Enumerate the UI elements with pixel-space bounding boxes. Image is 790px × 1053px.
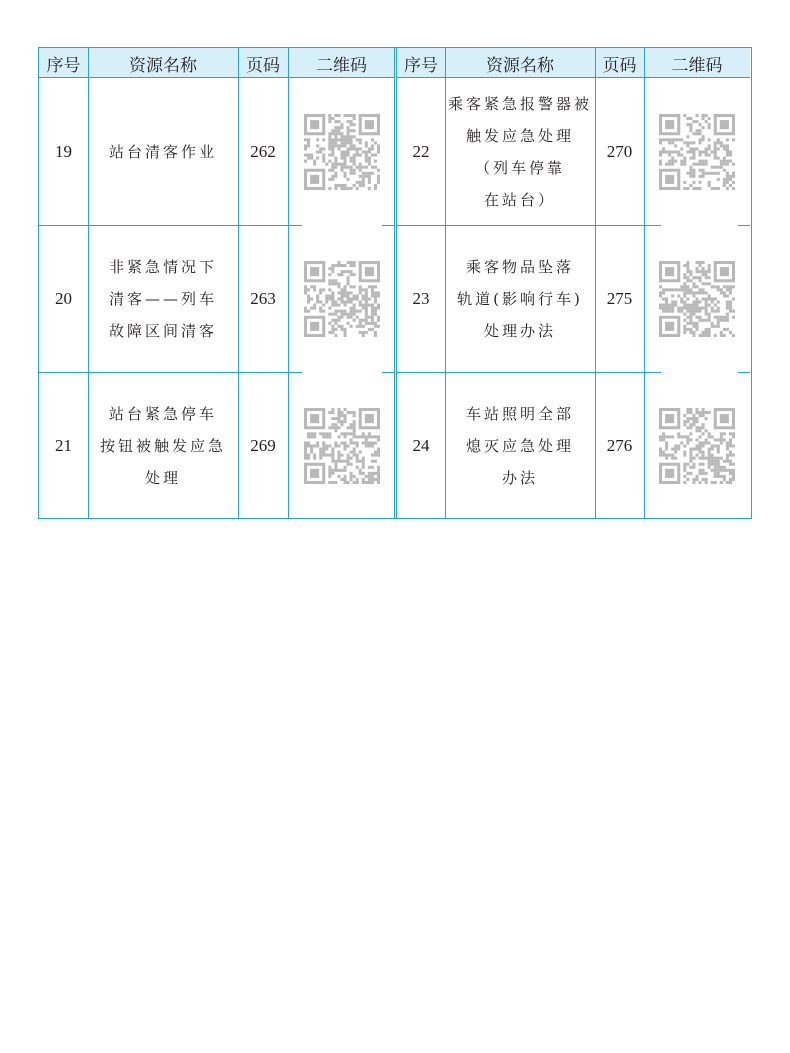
resource-name-line: 熄灭应急处理: [465, 436, 574, 455]
qr-code-icon: [304, 114, 380, 190]
resource-name-line: 乘客紧急报警器被: [447, 94, 592, 113]
resource-table: [38, 47, 752, 519]
row-seq: 19: [55, 141, 72, 161]
row-seq: 20: [55, 288, 72, 308]
resource-name-line: 站台清客作业: [108, 142, 217, 161]
row-qr: [288, 225, 395, 372]
row-resource-name: [88, 225, 238, 372]
resource-name-line: 处理: [144, 468, 181, 487]
row-resource-name: [445, 78, 595, 225]
resource-name-line: 轨道(影响行车): [457, 289, 583, 308]
qr-code-icon: [659, 261, 735, 337]
qr-code-icon: [659, 114, 735, 190]
resource-name-line: 清客——列车: [108, 289, 217, 308]
header-qr: 二维码: [316, 55, 367, 76]
resource-name-line: 故障区间清客: [108, 321, 217, 340]
row-qr: [644, 225, 750, 372]
resource-name-line: 触发应急处理: [465, 126, 574, 145]
resource-name-line: 按钮被触发应急: [99, 436, 226, 455]
row-seq: 22: [412, 141, 430, 161]
resource-name-line: 非紧急情况下: [108, 257, 217, 276]
row-resource-name: [445, 372, 595, 519]
header-page: 页码: [246, 55, 280, 76]
row-page: 263: [250, 288, 276, 308]
header-page: 页码: [602, 55, 637, 76]
resource-name-line: 处理办法: [483, 321, 556, 340]
row-resource-name: [445, 225, 595, 372]
row-seq: 24: [412, 435, 430, 455]
table-right-half: [397, 48, 750, 518]
row-seq: 23: [412, 288, 430, 308]
row-resource-name: [88, 372, 238, 519]
qr-code-icon: [659, 408, 735, 484]
header-name: 资源名称: [486, 55, 554, 76]
row-page: 275: [606, 288, 633, 308]
table-header-right: [397, 48, 750, 78]
resource-name-line: 办法: [501, 468, 538, 487]
resource-name-line: 站台紧急停车: [108, 404, 217, 423]
row-qr: [288, 78, 395, 225]
row-qr: [288, 372, 395, 519]
row-qr: [644, 372, 750, 519]
header-qr: 二维码: [671, 55, 723, 76]
header-name: 资源名称: [129, 55, 197, 76]
table-header-left: [39, 48, 395, 78]
resource-name-line: 乘客物品坠落: [465, 257, 574, 276]
resource-name-line: 车站照明全部: [465, 404, 574, 423]
resource-name-line: 在站台）: [483, 190, 556, 209]
header-seq: 序号: [404, 55, 438, 76]
row-page: 262: [250, 141, 276, 161]
row-seq: 21: [55, 435, 72, 455]
row-qr: [644, 78, 750, 225]
row-resource-name: [88, 78, 238, 225]
qr-code-icon: [304, 261, 380, 337]
table-left-half: [39, 48, 395, 518]
resource-name-line: （列车停靠: [474, 158, 565, 177]
row-page: 270: [606, 141, 633, 161]
header-seq: 序号: [46, 55, 81, 76]
row-page: 276: [606, 435, 633, 455]
qr-code-icon: [304, 408, 380, 484]
row-page: 269: [250, 435, 276, 455]
